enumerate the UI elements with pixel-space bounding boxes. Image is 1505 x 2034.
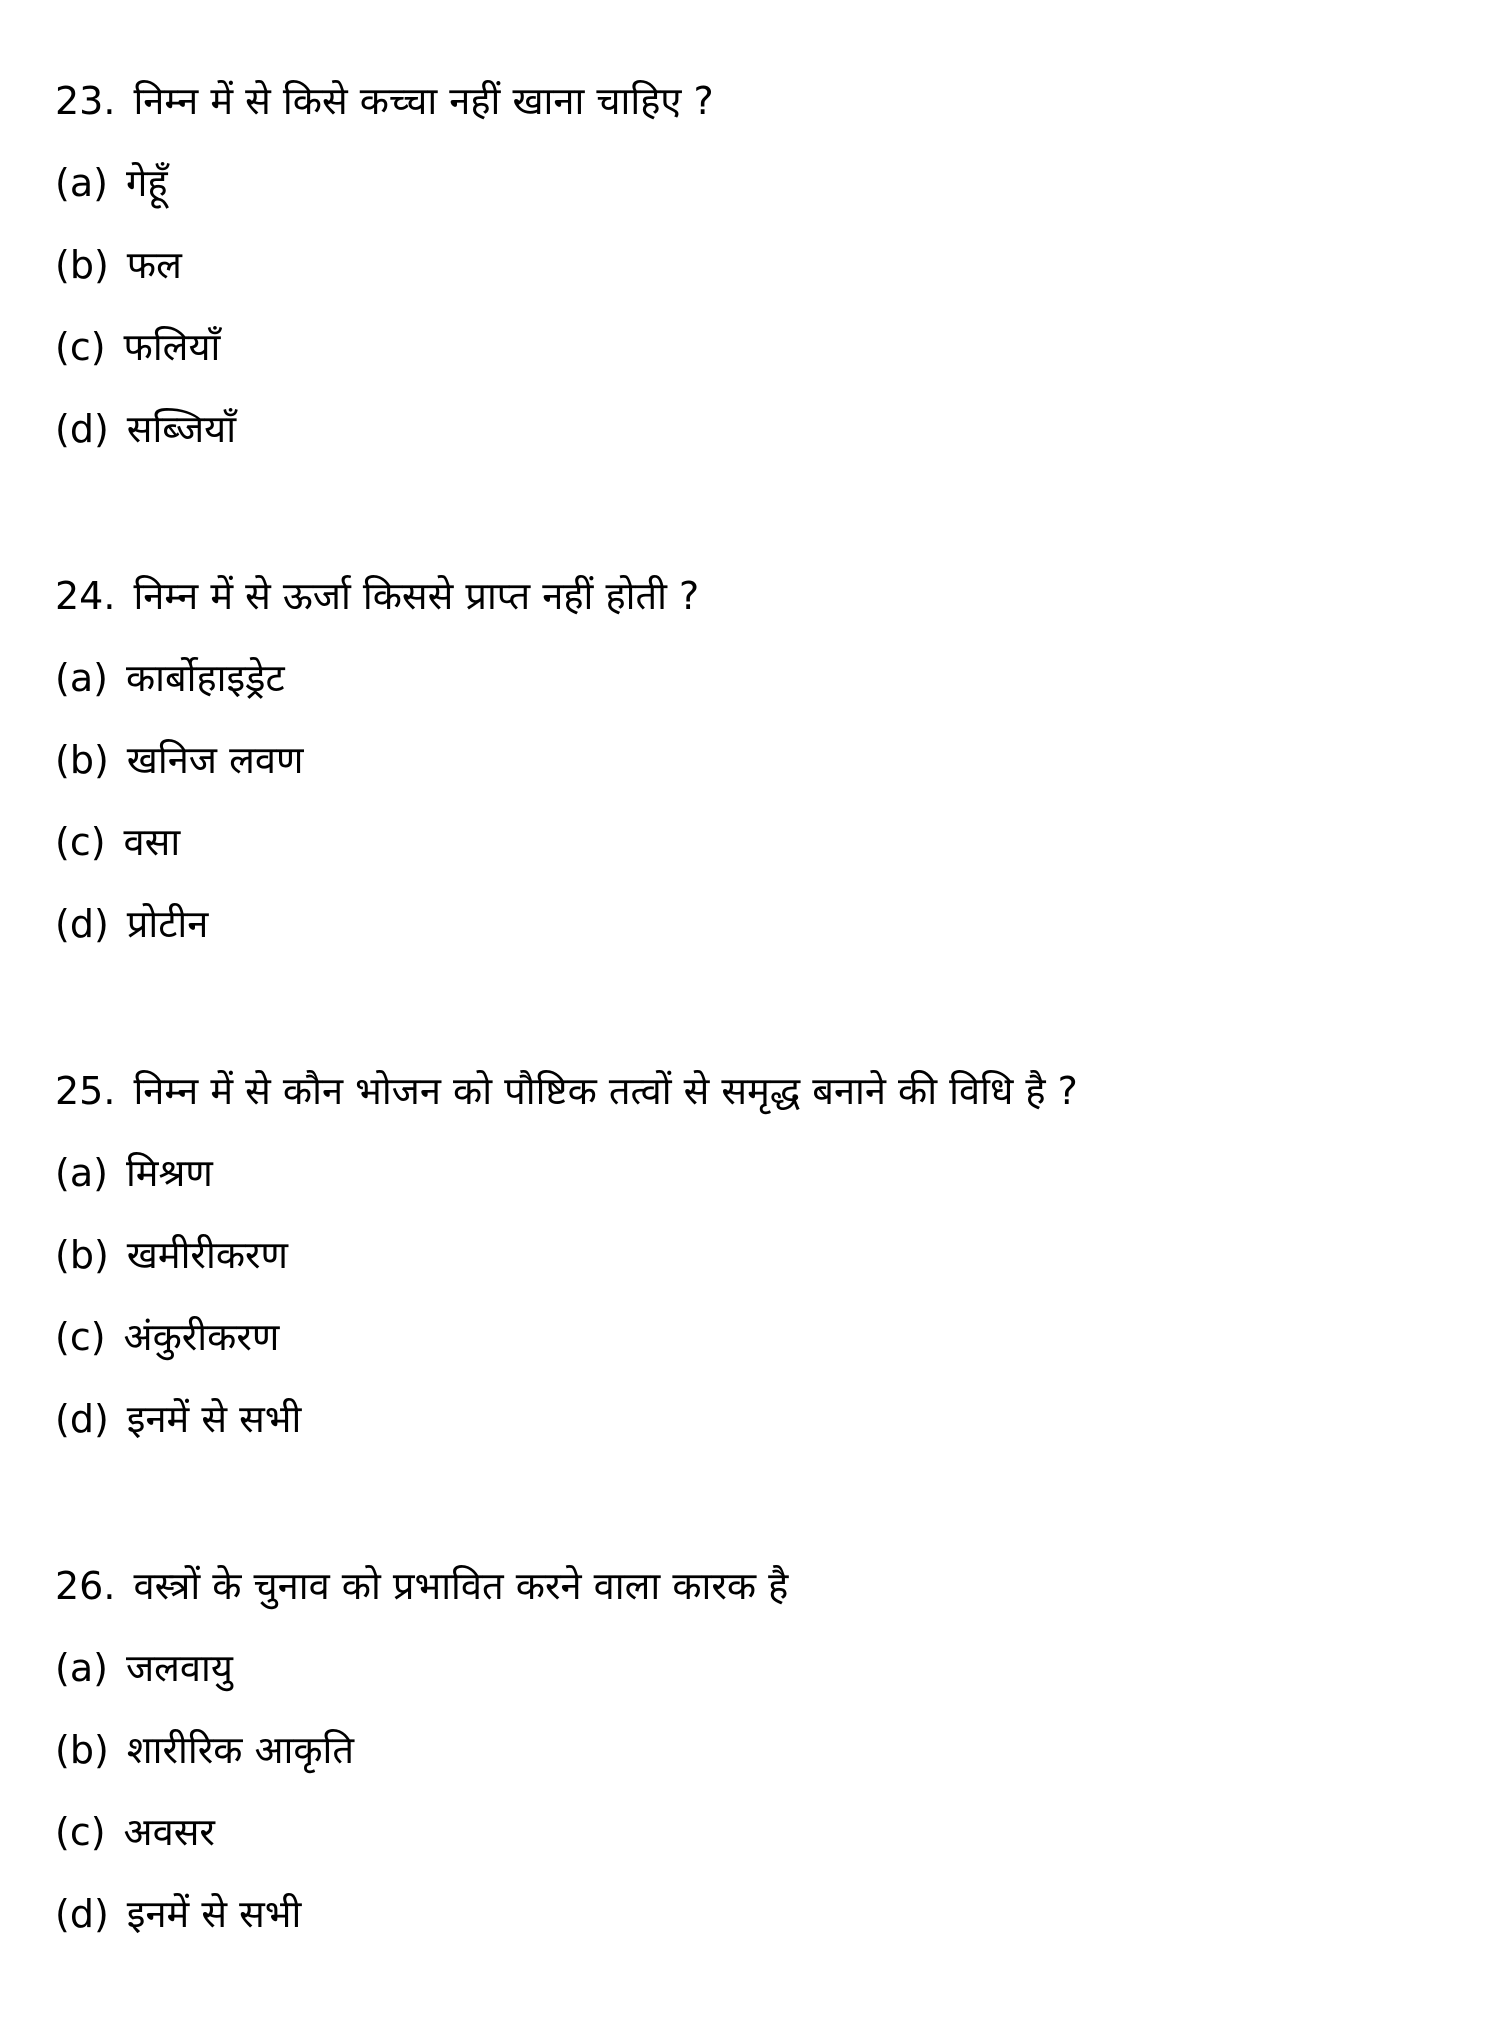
option-text: इनमें से सभी [126, 1397, 302, 1441]
question-number: 24. [55, 574, 116, 618]
question-text: निम्न में से ऊर्जा किससे प्राप्त नहीं होती ? [133, 574, 700, 618]
option-c [55, 306, 1455, 388]
option-c [55, 801, 1455, 883]
option-a [55, 1627, 1455, 1709]
question-text: निम्न में से किसे कच्चा नहीं खाना चाहिए ? [133, 79, 714, 123]
option-c [55, 1296, 1455, 1378]
question-26 [55, 1545, 1455, 1955]
option-label: (d) [55, 407, 109, 451]
question-text-line [55, 1545, 1455, 1627]
option-text: मिश्रण [125, 1151, 213, 1195]
question-number: 26. [55, 1564, 116, 1608]
option-label: (c) [55, 1810, 106, 1854]
option-a [55, 1132, 1455, 1214]
option-text: खमीरीकरण [126, 1233, 289, 1277]
option-b [55, 1709, 1455, 1791]
option-label: (c) [55, 820, 106, 864]
option-c [55, 1791, 1455, 1873]
option-text: फलियाँ [123, 325, 221, 369]
option-label: (a) [55, 161, 108, 205]
option-label: (b) [55, 738, 109, 782]
question-number: 23. [55, 79, 116, 123]
option-b [55, 224, 1455, 306]
option-a [55, 637, 1455, 719]
option-label: (d) [55, 1397, 109, 1441]
option-text: फल [126, 243, 182, 287]
option-text: प्रोटीन [126, 902, 209, 946]
question-number: 25. [55, 1069, 116, 1113]
option-d [55, 1378, 1455, 1460]
option-d [55, 388, 1455, 470]
option-d [55, 1873, 1455, 1955]
option-text: इनमें से सभी [126, 1892, 302, 1936]
option-text: गेहूँ [125, 161, 168, 205]
option-text: अंकुरीकरण [123, 1315, 280, 1359]
option-a [55, 142, 1455, 224]
option-label: (c) [55, 1315, 106, 1359]
question-text-line [55, 555, 1455, 637]
question-text-line [55, 60, 1455, 142]
option-label: (d) [55, 1892, 109, 1936]
question-text: वस्त्रों के चुनाव को प्रभावित करने वाला कारक है [133, 1564, 789, 1608]
option-text: कार्बोहाइड्रेट [125, 656, 285, 700]
option-label: (c) [55, 325, 106, 369]
question-24 [55, 555, 1455, 965]
option-label: (d) [55, 902, 109, 946]
question-text-line [55, 1050, 1455, 1132]
option-text: खनिज लवण [126, 738, 304, 782]
option-text: वसा [123, 820, 181, 864]
option-text: जलवायु [125, 1646, 233, 1690]
question-23 [55, 60, 1455, 470]
option-label: (b) [55, 1728, 109, 1772]
option-text: सब्जियाँ [126, 407, 237, 451]
option-label: (a) [55, 1151, 108, 1195]
question-text: निम्न में से कौन भोजन को पौष्टिक तत्वों से समृद्ध बनाने की विधि है ? [133, 1069, 1078, 1113]
option-text: शारीरिक आकृति [126, 1728, 355, 1772]
option-label: (a) [55, 1646, 108, 1690]
option-b [55, 719, 1455, 801]
question-25 [55, 1050, 1455, 1460]
option-text: अवसर [123, 1810, 215, 1854]
option-d [55, 883, 1455, 965]
option-b [55, 1214, 1455, 1296]
option-label: (b) [55, 243, 109, 287]
option-label: (a) [55, 656, 108, 700]
option-label: (b) [55, 1233, 109, 1277]
